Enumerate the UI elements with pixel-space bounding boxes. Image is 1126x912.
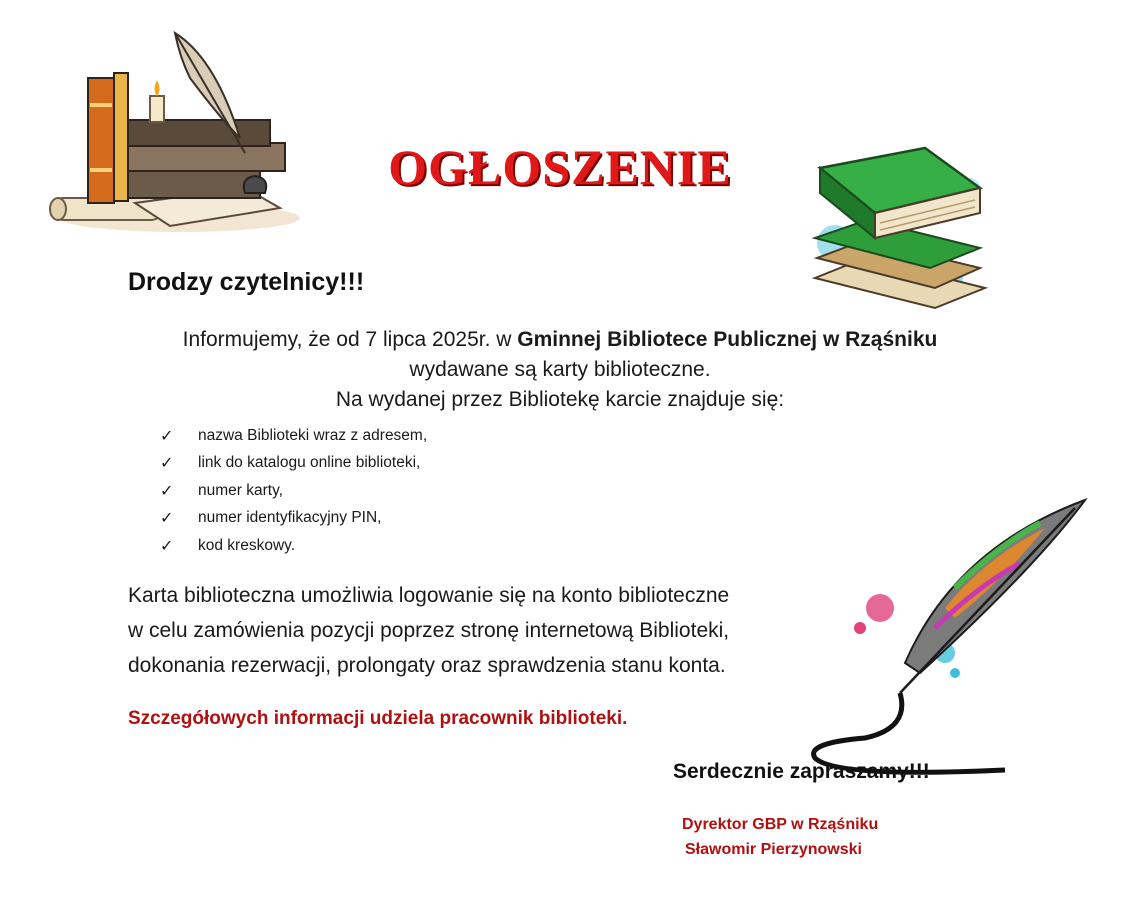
page-title: OGŁOSZENIE — [388, 139, 732, 195]
details-note: Szczegółowych informacji udziela pracownik biblioteki. — [128, 708, 628, 729]
card-items-list — [160, 422, 427, 560]
paragraph-line: Karta biblioteczna umożliwia logowanie się na konto biblioteczne — [128, 584, 730, 607]
books-quill-candle-illustration — [40, 18, 310, 243]
library-name: Gminnej Bibliotece Publicznej w Rząśniku — [517, 328, 938, 351]
greeting: Drodzy czytelnicy!!! — [128, 268, 365, 296]
intro-text — [100, 325, 1020, 415]
intro-part-1: Informujemy, że od 7 lipca 2025r. w — [182, 328, 518, 351]
signature-title: Dyrektor GBP w Rząśniku — [682, 816, 879, 833]
invitation: Serdecznie zapraszamy!!! — [673, 760, 930, 783]
check-icon: ✓ — [160, 455, 174, 473]
list-item: ✓ kod kreskowy. — [160, 536, 296, 555]
check-icon: ✓ — [160, 537, 174, 555]
list-item: ✓ nazwa Biblioteki wraz z adresem, — [160, 426, 428, 445]
intro-line-1 — [100, 325, 1020, 355]
intro-line-2: wydawane są karty biblioteczne. — [409, 358, 711, 381]
green-books-illustration — [795, 128, 1000, 323]
check-icon: ✓ — [160, 510, 174, 528]
paragraph-line: w celu zamówienia pozycji poprzez stronę internetową Biblioteki, — [128, 619, 730, 642]
check-icon: ✓ — [160, 427, 174, 445]
list-item: ✓ link do katalogu online biblioteki, — [160, 454, 421, 473]
signature — [682, 812, 878, 862]
paragraph-line: dokonania rezerwacji, prolongaty oraz sprawdzenia stanu konta. — [128, 654, 726, 677]
list-item: ✓ numer karty, — [160, 481, 283, 500]
check-icon: ✓ — [160, 482, 174, 500]
description-paragraph — [128, 578, 868, 683]
list-item: ✓ numer identyfikacyjny PIN, — [160, 509, 382, 528]
intro-line-3: Na wydanej przez Bibliotekę karcie znajduje się: — [335, 388, 785, 411]
signature-name: Sławomir Pierzynowski — [685, 841, 862, 858]
